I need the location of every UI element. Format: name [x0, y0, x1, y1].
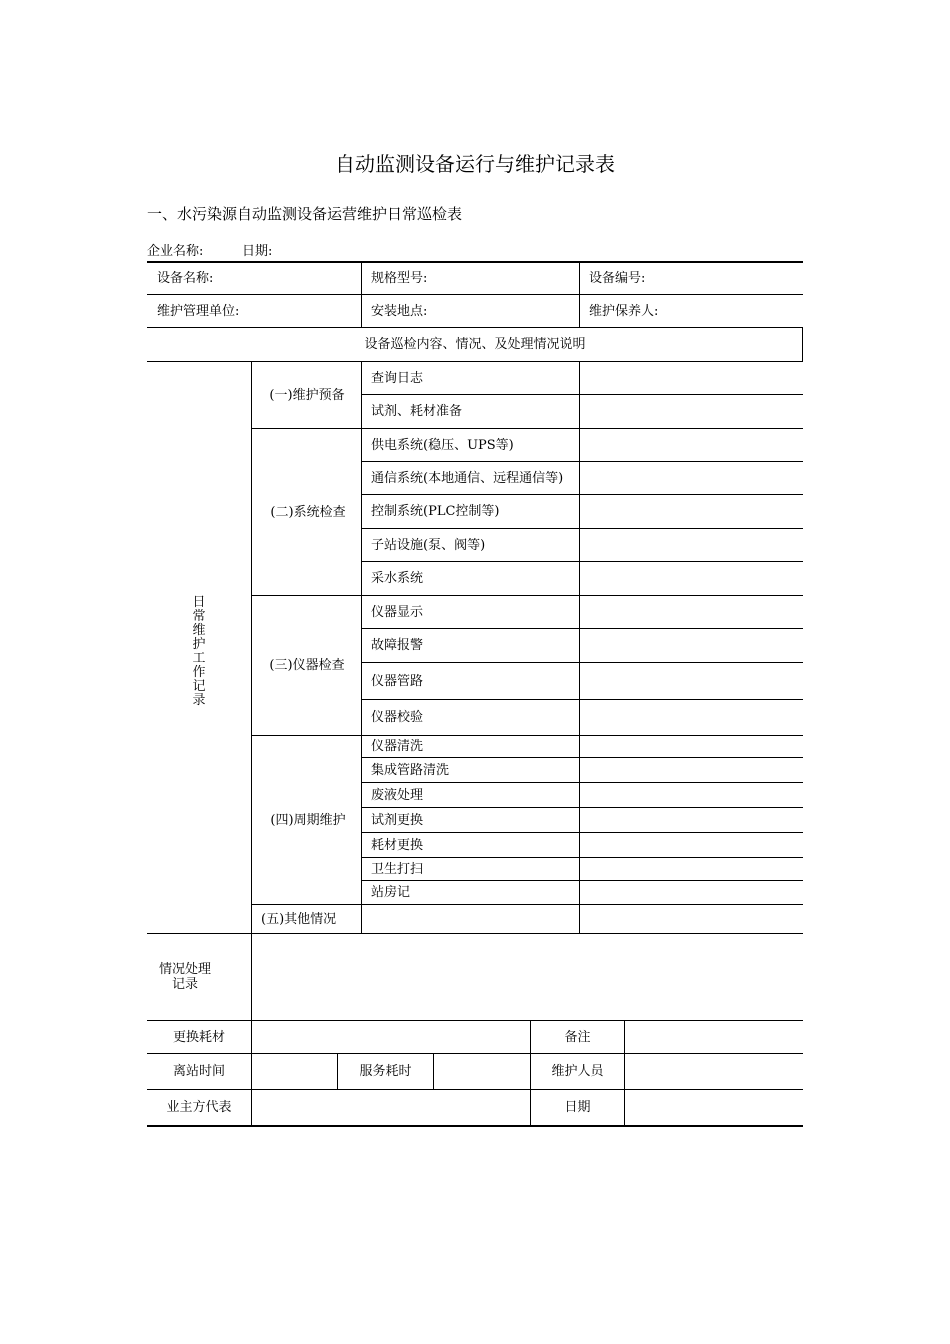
- section-subtitle: 一、水污染源自动监测设备运营维护日常巡检表: [147, 205, 463, 223]
- item-instrument-calibration: 仪器校验: [371, 710, 424, 725]
- company-name-label: 企业名称:: [147, 244, 204, 259]
- item-fault-alarm: 故障报警: [371, 638, 424, 653]
- item-instrument-display: 仪器显示: [371, 604, 424, 620]
- group-label-prep: (一)维护预备: [269, 387, 345, 403]
- date-label: 日期:: [242, 244, 273, 259]
- device-name-label: 设备名称:: [157, 271, 214, 286]
- item-consumable-replace: 耗材更换: [371, 837, 424, 853]
- sign-date-label: 日期: [564, 1100, 591, 1115]
- page-title: 自动监测设备运行与维护记录表: [335, 152, 615, 176]
- item-reagent-replace: 试剂更换: [371, 812, 424, 828]
- install-location-label: 安装地点:: [371, 303, 428, 319]
- item-control-system: 控制系统(PLC控制等): [371, 504, 500, 519]
- device-number-label: 设备编号:: [589, 271, 646, 286]
- group-label-system-check: (二)系统检查: [270, 504, 346, 520]
- group-label-periodic: (四)周期维护: [270, 812, 346, 828]
- daily-record-label: 日 常 维 护 工 作 记 录: [192, 595, 206, 708]
- consumables-label: 更换耗材: [172, 1029, 225, 1045]
- item-instrument-cleaning: 仪器清洗: [371, 739, 424, 754]
- model-label: 规格型号:: [371, 271, 428, 286]
- item-waste-liquid: 废液处理: [371, 787, 424, 803]
- item-comm-system: 通信系统(本地通信、远程通信等): [371, 470, 564, 486]
- departure-time-label: 离站时间: [172, 1064, 225, 1079]
- staff-label: 维护人员: [551, 1064, 604, 1079]
- inspection-caption: 设备巡检内容、情况、及处理情况说明: [364, 337, 586, 352]
- item-station-record: 站房记: [371, 885, 411, 900]
- item-reagent-prep: 试剂、耗材准备: [371, 404, 463, 419]
- item-water-sampling: 采水系统: [371, 571, 424, 586]
- item-pipeline-cleaning: 集成管路清洗: [371, 762, 450, 778]
- remarks-label: 备注: [564, 1029, 591, 1045]
- item-query-log: 查询日志: [371, 370, 424, 386]
- item-cleaning: 卫生打扫: [371, 861, 424, 877]
- maintenance-unit-label: 维护管理单位:: [157, 303, 240, 319]
- service-time-label: 服务耗时: [359, 1064, 412, 1079]
- maintainer-label: 维护保养人:: [589, 303, 659, 319]
- item-instrument-tubing: 仪器管路: [371, 673, 424, 689]
- owner-representative-label: 业主方代表: [166, 1100, 232, 1115]
- handling-record-label: 情况处理记录: [158, 962, 211, 992]
- group-label-instrument-check: (三)仪器检查: [269, 658, 345, 673]
- group-label-other: (五)其他情况: [261, 911, 337, 927]
- item-substation: 子站设施(泵、阀等): [371, 537, 486, 553]
- item-power-system: 供电系统(稳压、UPS等): [371, 437, 514, 453]
